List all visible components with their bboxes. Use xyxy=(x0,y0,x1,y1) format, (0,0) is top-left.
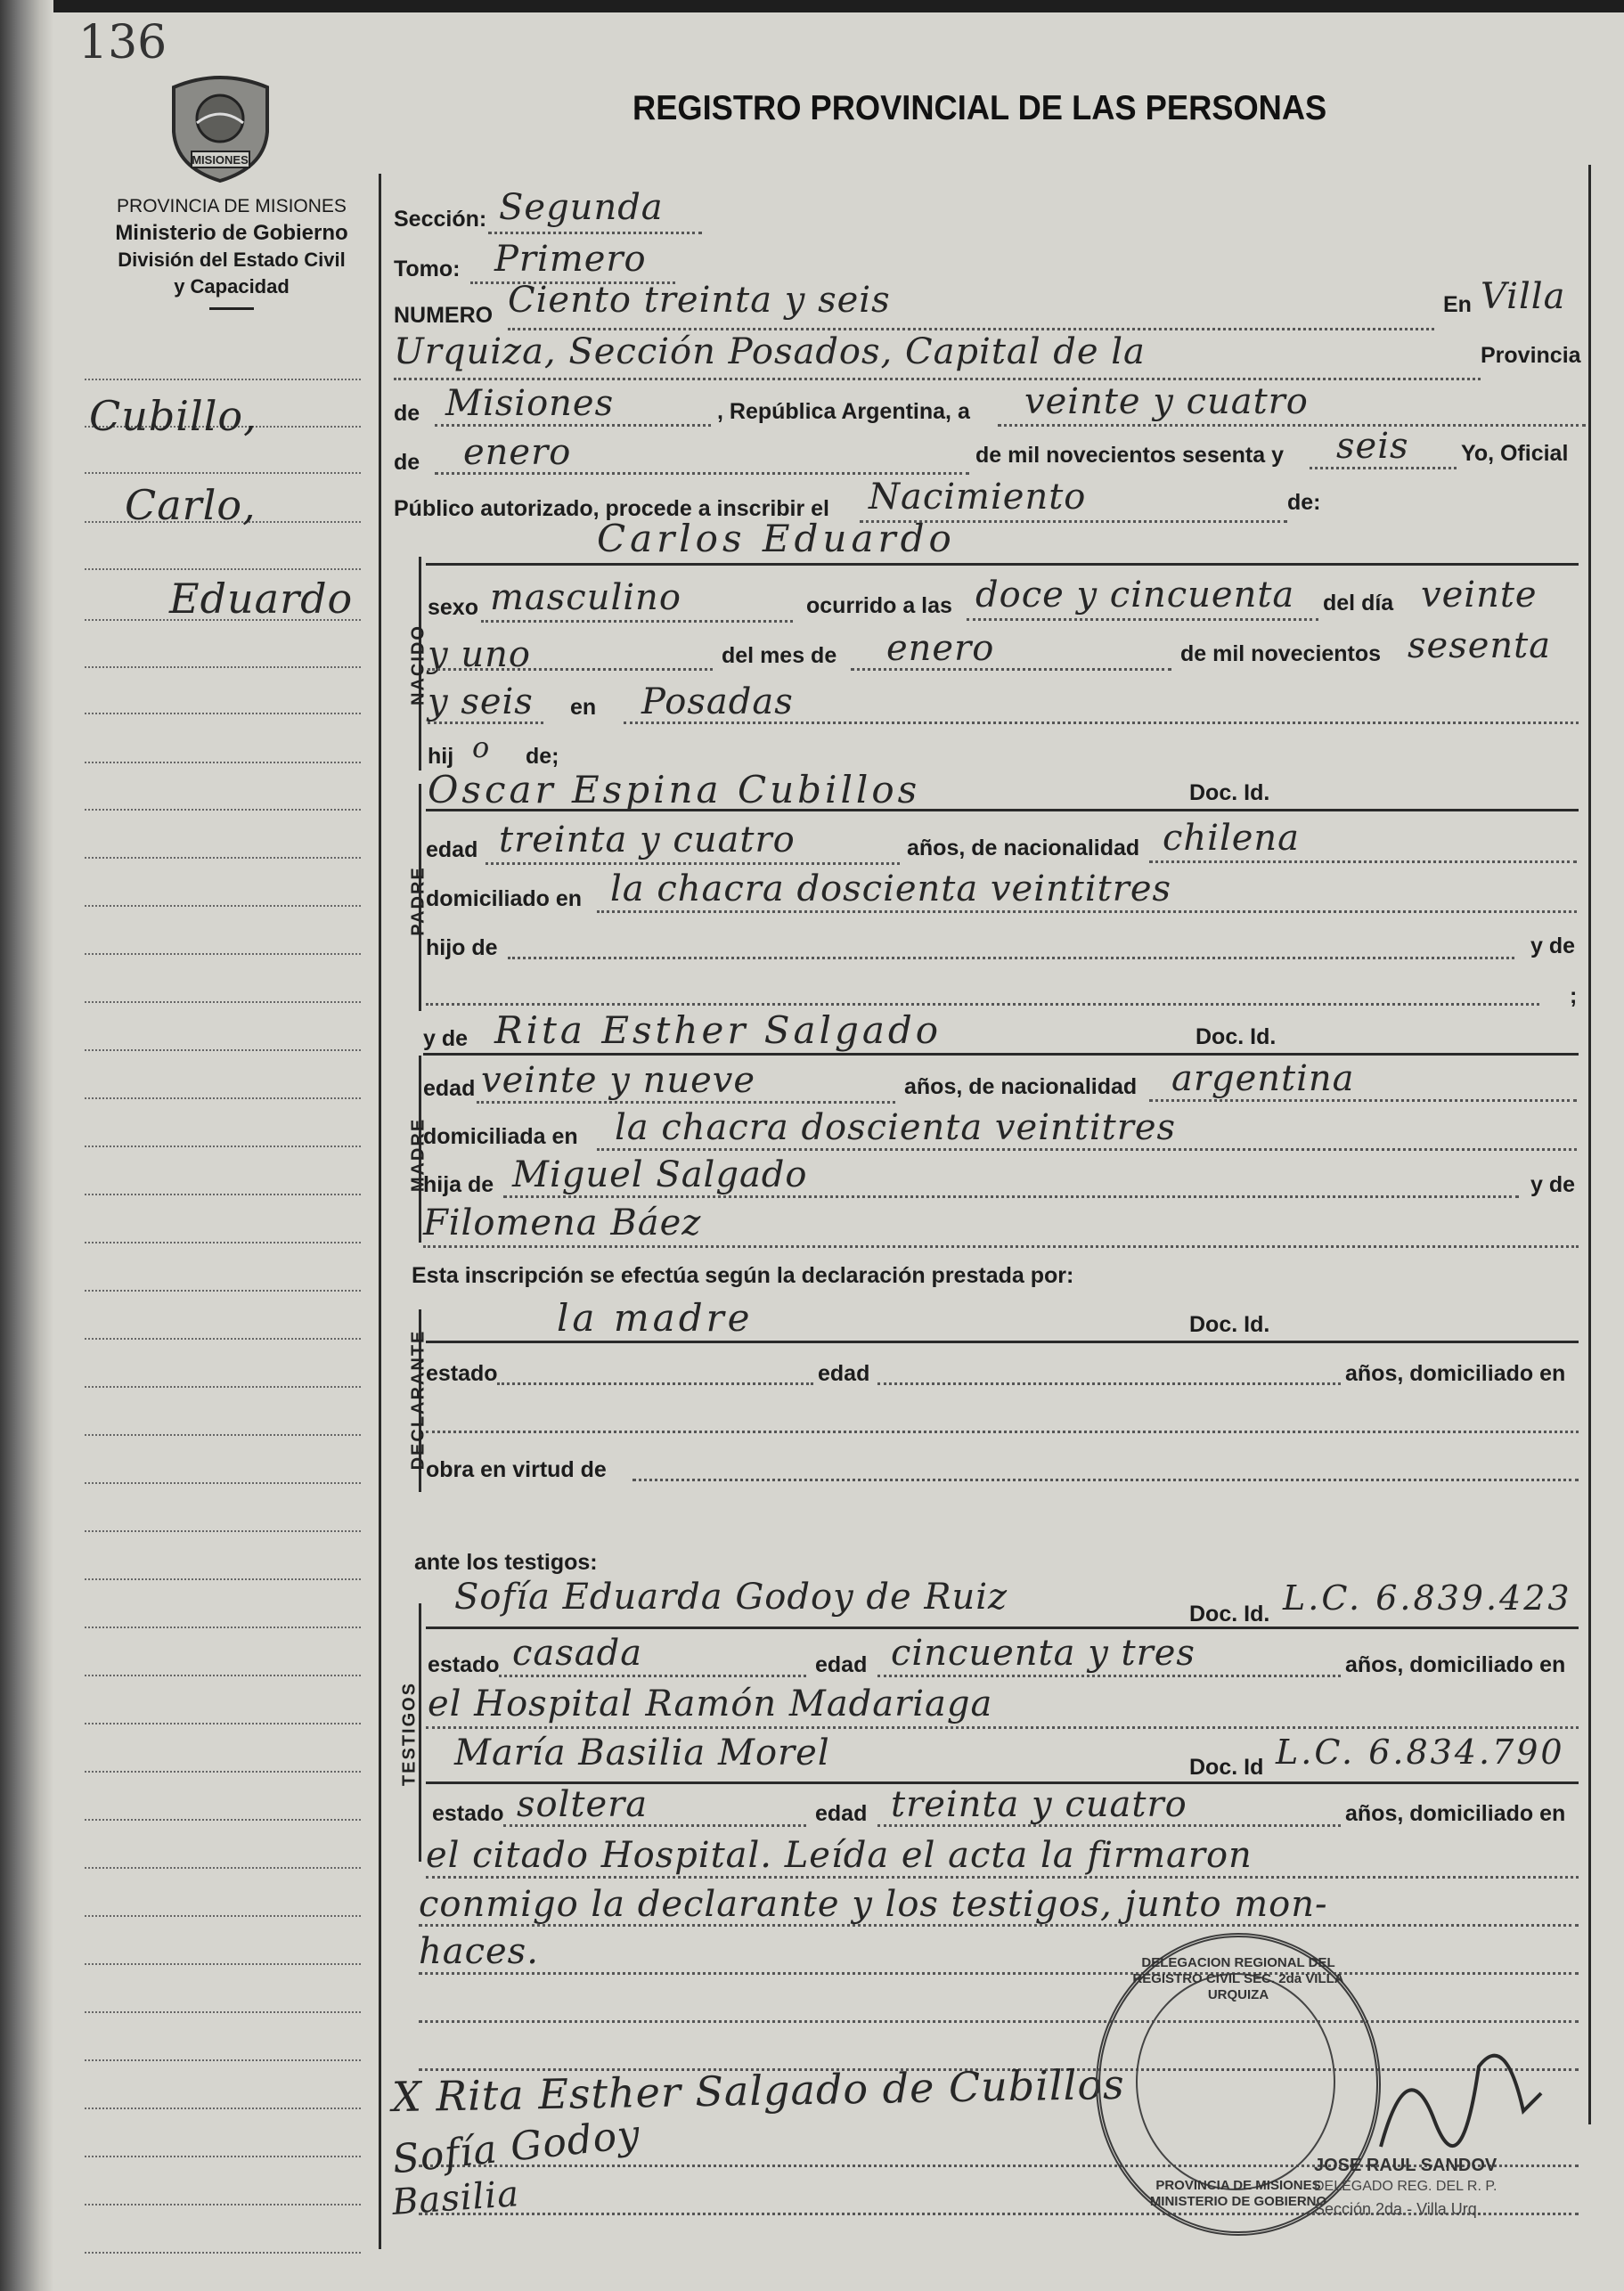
en-value: Villa xyxy=(1481,276,1566,317)
madre-y-de-label: y de xyxy=(423,1026,469,1051)
testigo1-doc-label: Doc. Id. xyxy=(1189,1602,1270,1627)
padre-edad-line xyxy=(486,862,900,865)
madre-dom-value: la chacra doscienta veintitres xyxy=(615,1107,1177,1148)
testigo1-doc-value: L.C. 6.839.423 xyxy=(1283,1578,1572,1618)
nombre-value: Carlos Eduardo xyxy=(597,517,956,560)
padre-madre-line xyxy=(426,1003,1539,1006)
testigo1-estado-value: casada xyxy=(512,1633,643,1674)
declarante-dom-label: años, domiciliado en xyxy=(1345,1361,1566,1386)
madre-nac-line xyxy=(1149,1099,1577,1102)
testigo1-estado-line xyxy=(499,1675,806,1677)
provincia-line xyxy=(435,424,711,427)
provincia-value: Misiones xyxy=(445,383,615,424)
hora-line xyxy=(967,618,1318,621)
testigo2-doc-value: L.C. 6.834.790 xyxy=(1276,1733,1565,1772)
hijo-letter: o xyxy=(472,730,491,764)
division-name: División del Estado Civil xyxy=(118,249,346,271)
testigo1-edad-line xyxy=(877,1675,1341,1677)
de-mil-label: de mil novecientos xyxy=(1180,641,1382,666)
hora-value: doce y cincuenta xyxy=(975,575,1295,616)
lugar-value: Posadas xyxy=(641,681,794,722)
nacido-side-label: NACIDO xyxy=(408,624,428,705)
fecha-mes-value: enero xyxy=(463,432,572,473)
mes-line xyxy=(851,668,1171,671)
anio-value: seis xyxy=(1336,426,1409,467)
ante-testigos-label: ante los testigos: xyxy=(414,1550,598,1575)
divider xyxy=(209,307,254,310)
testigo1-dom-value: el Hospital Ramón Madariaga xyxy=(428,1684,993,1724)
tomo-label: Tomo: xyxy=(394,257,461,281)
signature-testigo2: Basilia xyxy=(390,2173,521,2223)
margin-given-name-1: Carlo, xyxy=(125,481,257,529)
declarante-edad-label: edad xyxy=(818,1361,870,1386)
official-section: Sección 2da - Villa Urq. xyxy=(1314,2200,1481,2218)
padre-semicolon: ; xyxy=(1570,983,1578,1008)
seal-ring-text: DELEGACION REGIONAL DEL REGISTRO CIVIL SEC. 2da VILLA URQUIZA xyxy=(1132,1955,1344,2002)
dia-value-2: y uno xyxy=(428,634,531,675)
madre-hija-de-label: hija de xyxy=(423,1172,494,1197)
official-name: JOSE RAUL SANDOV xyxy=(1314,2156,1498,2175)
provincial-crest-icon xyxy=(165,69,276,185)
testigo1-value: Sofía Eduarda Godoy de Ruiz xyxy=(454,1577,1008,1618)
madre-edad-label: edad xyxy=(423,1076,476,1101)
anio-nac-value-2: y seis xyxy=(428,681,534,722)
fecha-dia-line xyxy=(998,424,1586,427)
provincia-label: Provincia xyxy=(1481,343,1581,368)
madre-hija-de-line xyxy=(503,1195,1519,1198)
nombre-line xyxy=(426,563,1579,566)
padre-edad-label: edad xyxy=(426,837,478,862)
madre-side-label: MADRE xyxy=(408,1117,428,1193)
main-right-rule xyxy=(1588,165,1591,2124)
testigo1-estado-label: estado xyxy=(428,1652,500,1677)
cierre-line-2: conmigo la declarante y los testigos, junto mon- xyxy=(419,1884,1328,1925)
en-label: En xyxy=(1443,292,1472,317)
dia-value: veinte xyxy=(1421,575,1538,616)
madre-edad-line xyxy=(477,1101,895,1104)
padre-doc-label: Doc. Id. xyxy=(1189,780,1270,805)
cierre-rule-3 xyxy=(419,1972,1579,1975)
lugar-line xyxy=(624,722,1579,724)
testigo2-estado-line xyxy=(503,1824,806,1827)
publico-label: Público autorizado, procede a inscribir el xyxy=(394,496,830,521)
inscripcion-label: Esta inscripción se efectúa según la declaración prestada por: xyxy=(412,1263,1074,1288)
madre-doc-label: Doc. Id. xyxy=(1196,1024,1277,1049)
padre-y-de-label: y de xyxy=(1530,934,1576,958)
padre-dom-line xyxy=(597,910,1577,913)
seccion-label: Sección: xyxy=(394,207,487,232)
padre-nac-label: años, de nacionalidad xyxy=(907,836,1140,860)
dia-line-2 xyxy=(428,668,713,671)
de-colon-label: de: xyxy=(1287,490,1321,515)
declarante-line xyxy=(426,1341,1579,1343)
testigos-side-label: TESTIGOS xyxy=(399,1681,420,1787)
cierre-line-3: haces. xyxy=(419,1931,539,1972)
testigo1-edad-value: cincuenta y tres xyxy=(891,1633,1196,1674)
fecha-dia-value: veinte y cuatro xyxy=(1024,381,1309,422)
testigo2-estado-label: estado xyxy=(432,1801,504,1826)
official-signature-icon xyxy=(1372,2013,1550,2173)
padre-dom-value: la chacra doscienta veintitres xyxy=(610,868,1172,909)
yo-oficial-label: Yo, Oficial xyxy=(1461,441,1569,466)
seal-bottom-text: PROVINCIA DE MISIONES MINISTERIO DE GOBIERNO xyxy=(1149,2178,1327,2209)
de-label: de xyxy=(394,401,420,426)
declarante-edad-line xyxy=(877,1382,1341,1385)
obra-line xyxy=(632,1479,1579,1481)
testigo1-line xyxy=(426,1627,1579,1629)
madre-madre-value: Filomena Báez xyxy=(423,1203,702,1243)
testigo2-value: María Basilia Morel xyxy=(454,1733,830,1773)
sexo-value: masculino xyxy=(490,577,681,618)
margin-surname: Cubillo, xyxy=(89,392,257,440)
padre-nac-value: chilena xyxy=(1163,818,1301,859)
padre-hijo-de-line xyxy=(508,957,1514,959)
anio-nac-value: sesenta xyxy=(1408,625,1552,666)
page-number: 136 xyxy=(78,16,167,69)
padre-nombre-value: Oscar Espina Cubillos xyxy=(428,768,921,811)
cierre-line-1: el citado Hospital. Leída el acta la firmaron xyxy=(426,1835,1253,1876)
obra-label: obra en virtud de xyxy=(426,1457,607,1482)
declarante-value: la madre xyxy=(557,1296,754,1340)
declarante-estado-label: estado xyxy=(426,1361,498,1386)
ocurrido-label: ocurrido a las xyxy=(806,593,952,618)
tomo-value: Primero xyxy=(494,239,647,280)
book-binding xyxy=(0,0,53,2291)
madre-dom-line xyxy=(597,1148,1577,1151)
main-left-rule xyxy=(379,174,381,2249)
madre-nac-value: argentina xyxy=(1171,1058,1355,1099)
testigo2-edad-label: edad xyxy=(815,1801,868,1826)
padre-side-label: PADRE xyxy=(408,866,428,936)
seccion-value: Segunda xyxy=(499,187,664,228)
padre-dom-label: domiciliado en xyxy=(426,886,583,911)
madre-padre-value: Miguel Salgado xyxy=(512,1154,808,1195)
de-mil-sesenta-label: de mil novecientos sesenta y xyxy=(975,443,1284,468)
testigo2-edad-line xyxy=(877,1824,1341,1827)
sexo-line xyxy=(481,620,793,623)
padre-hijo-de-label: hijo de xyxy=(426,935,498,960)
cierre-rule-1 xyxy=(426,1876,1579,1879)
del-mes-label: del mes de xyxy=(722,643,837,668)
sexo-label: sexo xyxy=(428,595,478,620)
madre-madre-line xyxy=(423,1245,1579,1248)
localidad-line xyxy=(394,378,1481,380)
en-lower-label: en xyxy=(570,695,597,720)
mes-value: enero xyxy=(886,628,995,669)
signature-testigo1: Sofía Godoy xyxy=(390,2111,643,2183)
ministry-name: Ministerio de Gobierno xyxy=(115,221,348,245)
madre-edad-value: veinte y nueve xyxy=(481,1060,756,1101)
testigo2-edad-value: treinta y cuatro xyxy=(891,1784,1187,1825)
madre-dom-label: domiciliada en xyxy=(423,1124,578,1149)
anio-nac-line-2 xyxy=(428,722,543,724)
localidad-value: Urquiza, Sección Posados, Capital de la xyxy=(394,331,1146,372)
de-label-2: de xyxy=(394,450,420,475)
numero-value: Ciento treinta y seis xyxy=(508,280,891,321)
official-role: DELEGADO REG. DEL R. P. xyxy=(1314,2179,1498,2194)
declarante-side-label: DECLARANTE xyxy=(408,1329,428,1471)
madre-nombre-value: Rita Esther Salgado xyxy=(494,1008,943,1052)
acto-value: Nacimiento xyxy=(869,477,1087,518)
hijo-label: hij xyxy=(428,744,454,769)
cierre-rule-2 xyxy=(419,1924,1579,1927)
madre-y-de-label-2: y de xyxy=(1530,1172,1576,1197)
padre-edad-value: treinta y cuatro xyxy=(499,819,796,860)
scan-top-border xyxy=(0,0,1624,12)
testigo2-estado-value: soltera xyxy=(517,1784,649,1825)
fecha-mes-line xyxy=(435,472,969,475)
padre-nac-line xyxy=(1149,860,1577,863)
republica-label: , República Argentina, a xyxy=(717,399,970,424)
testigo1-edad-label: edad xyxy=(815,1652,868,1677)
document-title: REGISTRO PROVINCIAL DE LAS PERSONAS xyxy=(632,89,1327,127)
madre-nombre-line xyxy=(423,1053,1579,1056)
margin-given-name-2: Eduardo xyxy=(169,575,354,623)
division-name-2: y Capacidad xyxy=(174,275,290,298)
numero-label: NUMERO xyxy=(394,303,494,328)
issuer-block xyxy=(53,193,410,310)
crest-label: MISIONES xyxy=(192,153,249,167)
testigo2-doc-label: Doc. Id xyxy=(1189,1755,1264,1780)
madre-nac-label: años, de nacionalidad xyxy=(904,1074,1138,1099)
hijo-de-label: de; xyxy=(526,744,559,769)
declarante-estado-line xyxy=(497,1382,813,1385)
declarante-dom-line xyxy=(426,1431,1579,1433)
province-name: PROVINCIA DE MISIONES xyxy=(117,196,347,216)
testigo1-dom-label: años, domiciliado en xyxy=(1345,1652,1566,1677)
anio-line xyxy=(1310,467,1457,469)
seccion-line xyxy=(488,232,702,234)
numero-line xyxy=(508,328,1434,330)
testigo2-dom-label: años, domiciliado en xyxy=(1345,1801,1566,1826)
padre-nombre-line xyxy=(426,809,1579,811)
del-dia-label: del día xyxy=(1323,591,1394,616)
testigo1-dom-line xyxy=(426,1726,1579,1729)
declarante-doc-label: Doc. Id. xyxy=(1189,1312,1270,1337)
signature-madre: X Rita Esther Salgado de Cubillos xyxy=(391,2059,1126,2122)
